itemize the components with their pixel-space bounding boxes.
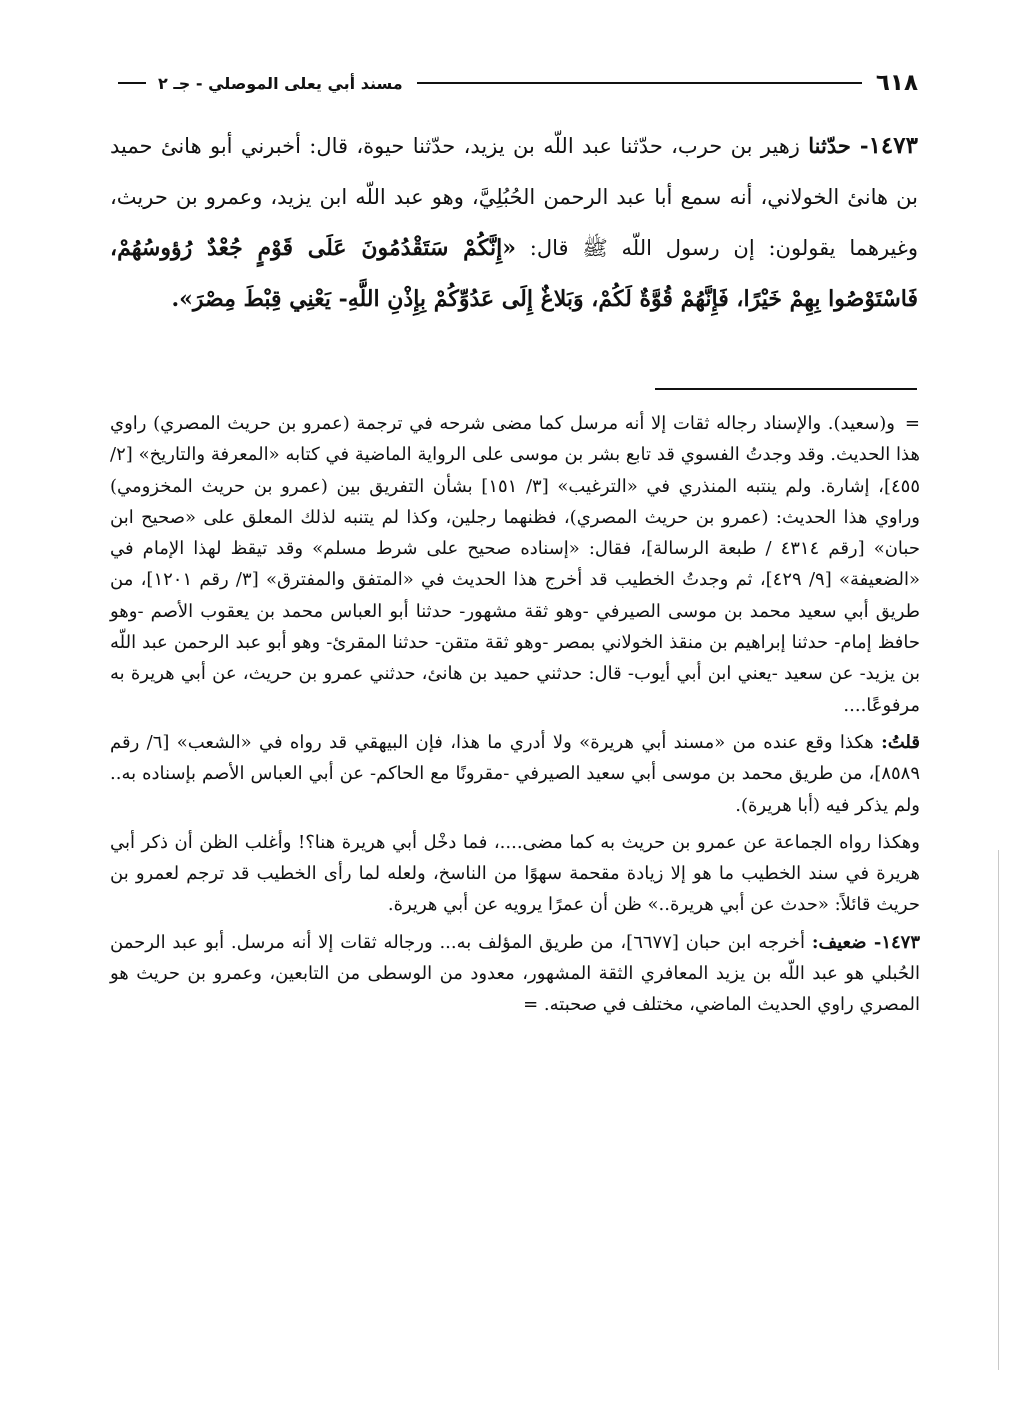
footnotes — [110, 408, 920, 1021]
hadith-text — [110, 120, 918, 325]
footnote-lead-2: قلتُ: — [881, 731, 920, 753]
footnote-text-2: هكذا وقع عنده من «مسند أبي هريرة» ولا أدري ما هذا، فإن البيهقي قد رواه في «الشعب» [٦/ رقم ٨٥٨٩]، من طريق محمد بن موسى أبي سعيد الصيرفي -مقرونًا مع الحاكم- عن أبي العباس الأصم بإسناده به.. ولم يذكر فيه (أبا هريرة). — [110, 731, 920, 816]
continuation-mark-end: = — [523, 994, 539, 1016]
footnote-separator — [655, 388, 917, 390]
hadith-isnad: زهير بن حرب، حدّثنا عبد اللّه بن يزيد، حدّثنا حيوة، قال: أخبرني أبو هانئ حميد بن هانئ الخولاني، أنه سمع أبا عبد الرحمن الحُبُلِيَّ، وهو عبد اللّه ابن يزيد، وعمرو بن حريث، وغيرهما يقولون: إن رسول اللّه ﷺ قال: — [110, 134, 918, 260]
header-title: مسند أبي يعلى الموصلي - جـ ٢ — [158, 73, 403, 93]
footnote-paragraph-2 — [110, 727, 920, 821]
header-rule-right — [118, 82, 146, 84]
running-header — [118, 66, 918, 100]
footnote-text-1: و(سعيد). والإسناد رجاله ثقات إلا أنه مرسل كما مضى شرحه في ترجمة (عمرو بن حريث المصري) راوي هذا الحديث. وقد وجدتُ الفسوي قد تابع بشر بن موسى على الرواية الماضية في كتابه «المعرفة والتاريخ» [٢/ ٤٥٥]، إشارة. ولم ينتبه المنذري في «الترغيب» [٣/ ١٥١] بشأن التفريق بين (عمرو بن حريث المخزومي) وراوي هذا الحديث: (عمرو بن حريث المصري)، فظنهما رجلين، وكذا لم يتنبه لذلك المعلق على «صحيح ابن حبان» [رقم ٤٣١٤ / طبعة الرسالة]، فقال: «إسناده صحيح على شرط مسلم» وقد تيقظ لهذا الإمام في «الضعيفة» [٩/ ٤٢٩]، ثم وجدتُ الخطيب قد أخرج هذا الحديث في «المتفق والمفترق» [٣/ رقم ١٢٠١]، من طريق أبي سعيد محمد بن موسى الصيرفي -وهو ثقة مشهور- حدثنا أبو العباس محمد بن يعقوب الأصم -وهو حافظ إمام- حدثنا إبراهيم بن منقذ الخولاني بمصر -وهو ثقة متقن- حدثنا المقرئ- وهو أبو عبد الرحمن عبد اللّه بن يزيد- عن سعيد -يعني ابن أبي أيوب- قال: حدثني حميد بن هانئ، حدثني عمرو بن حريث، عن أبي هريرة به مرفوعًا.... — [110, 413, 921, 716]
hadith-paragraph — [110, 120, 918, 325]
hadith-intro: - حدّثنا — [808, 133, 869, 158]
hadith-matn: «إِنَّكُمْ سَتَقْدُمُونَ عَلَى قَوْمٍ جُعْدٌ رُؤوسُهُمْ، فَاسْتَوْصُوا بِهِمْ خَيْرًا، فَإِنَّهُمْ قُوَّةٌ لَكُمْ، وَبَلاغٌ إِلَى عَدُوِّكُمْ بِإِذْنِ اللَّهِ- يَعْنِي قِبْطَ مِصْرَ». — [110, 235, 918, 312]
footnote-paragraph-4 — [110, 927, 920, 1021]
page-number: ٦١٨ — [875, 70, 918, 96]
footnote-text-4: أخرجه ابن حبان [٦٦٧٧]، من طريق المؤلف به... ورجاله ثقات إلا أنه مرسل. أبو عبد الرحمن الحُبلي هو عبد اللّه بن يزيد المعافري الثقة المشهور، معدود من الوسطى من التابعين، وعمرو بن حريث هو المصري راوي الحديث الماضي، مختلف في صحبته. — [110, 931, 920, 1016]
footnote-lead-4: ١٤٧٣- ضعيف: — [811, 931, 920, 953]
scan-edge-line — [998, 850, 999, 1370]
footnote-paragraph-1 — [110, 408, 920, 721]
hadith-number: ١٤٧٣ — [868, 132, 918, 159]
footnote-text-3: وهكذا رواه الجماعة عن عمرو بن حريث به كما مضى....، فما دخْل أبي هريرة هنا؟! وأغلب الظن أن ذكر أبي هريرة في سند الخطيب ما هو إلا زيادة مقحمة سهوًا من الناسخ، ولعله لما رأى الخطيب قد ترجم لعمرو بن حريث قائلاً: «حدث عن أبي هريرة..» ظن أن عمرًا يرويه عن أبي هريرة. — [110, 831, 920, 916]
header-rule-left — [417, 82, 862, 84]
continuation-mark: = — [904, 413, 920, 434]
footnote-paragraph-3 — [110, 827, 920, 921]
